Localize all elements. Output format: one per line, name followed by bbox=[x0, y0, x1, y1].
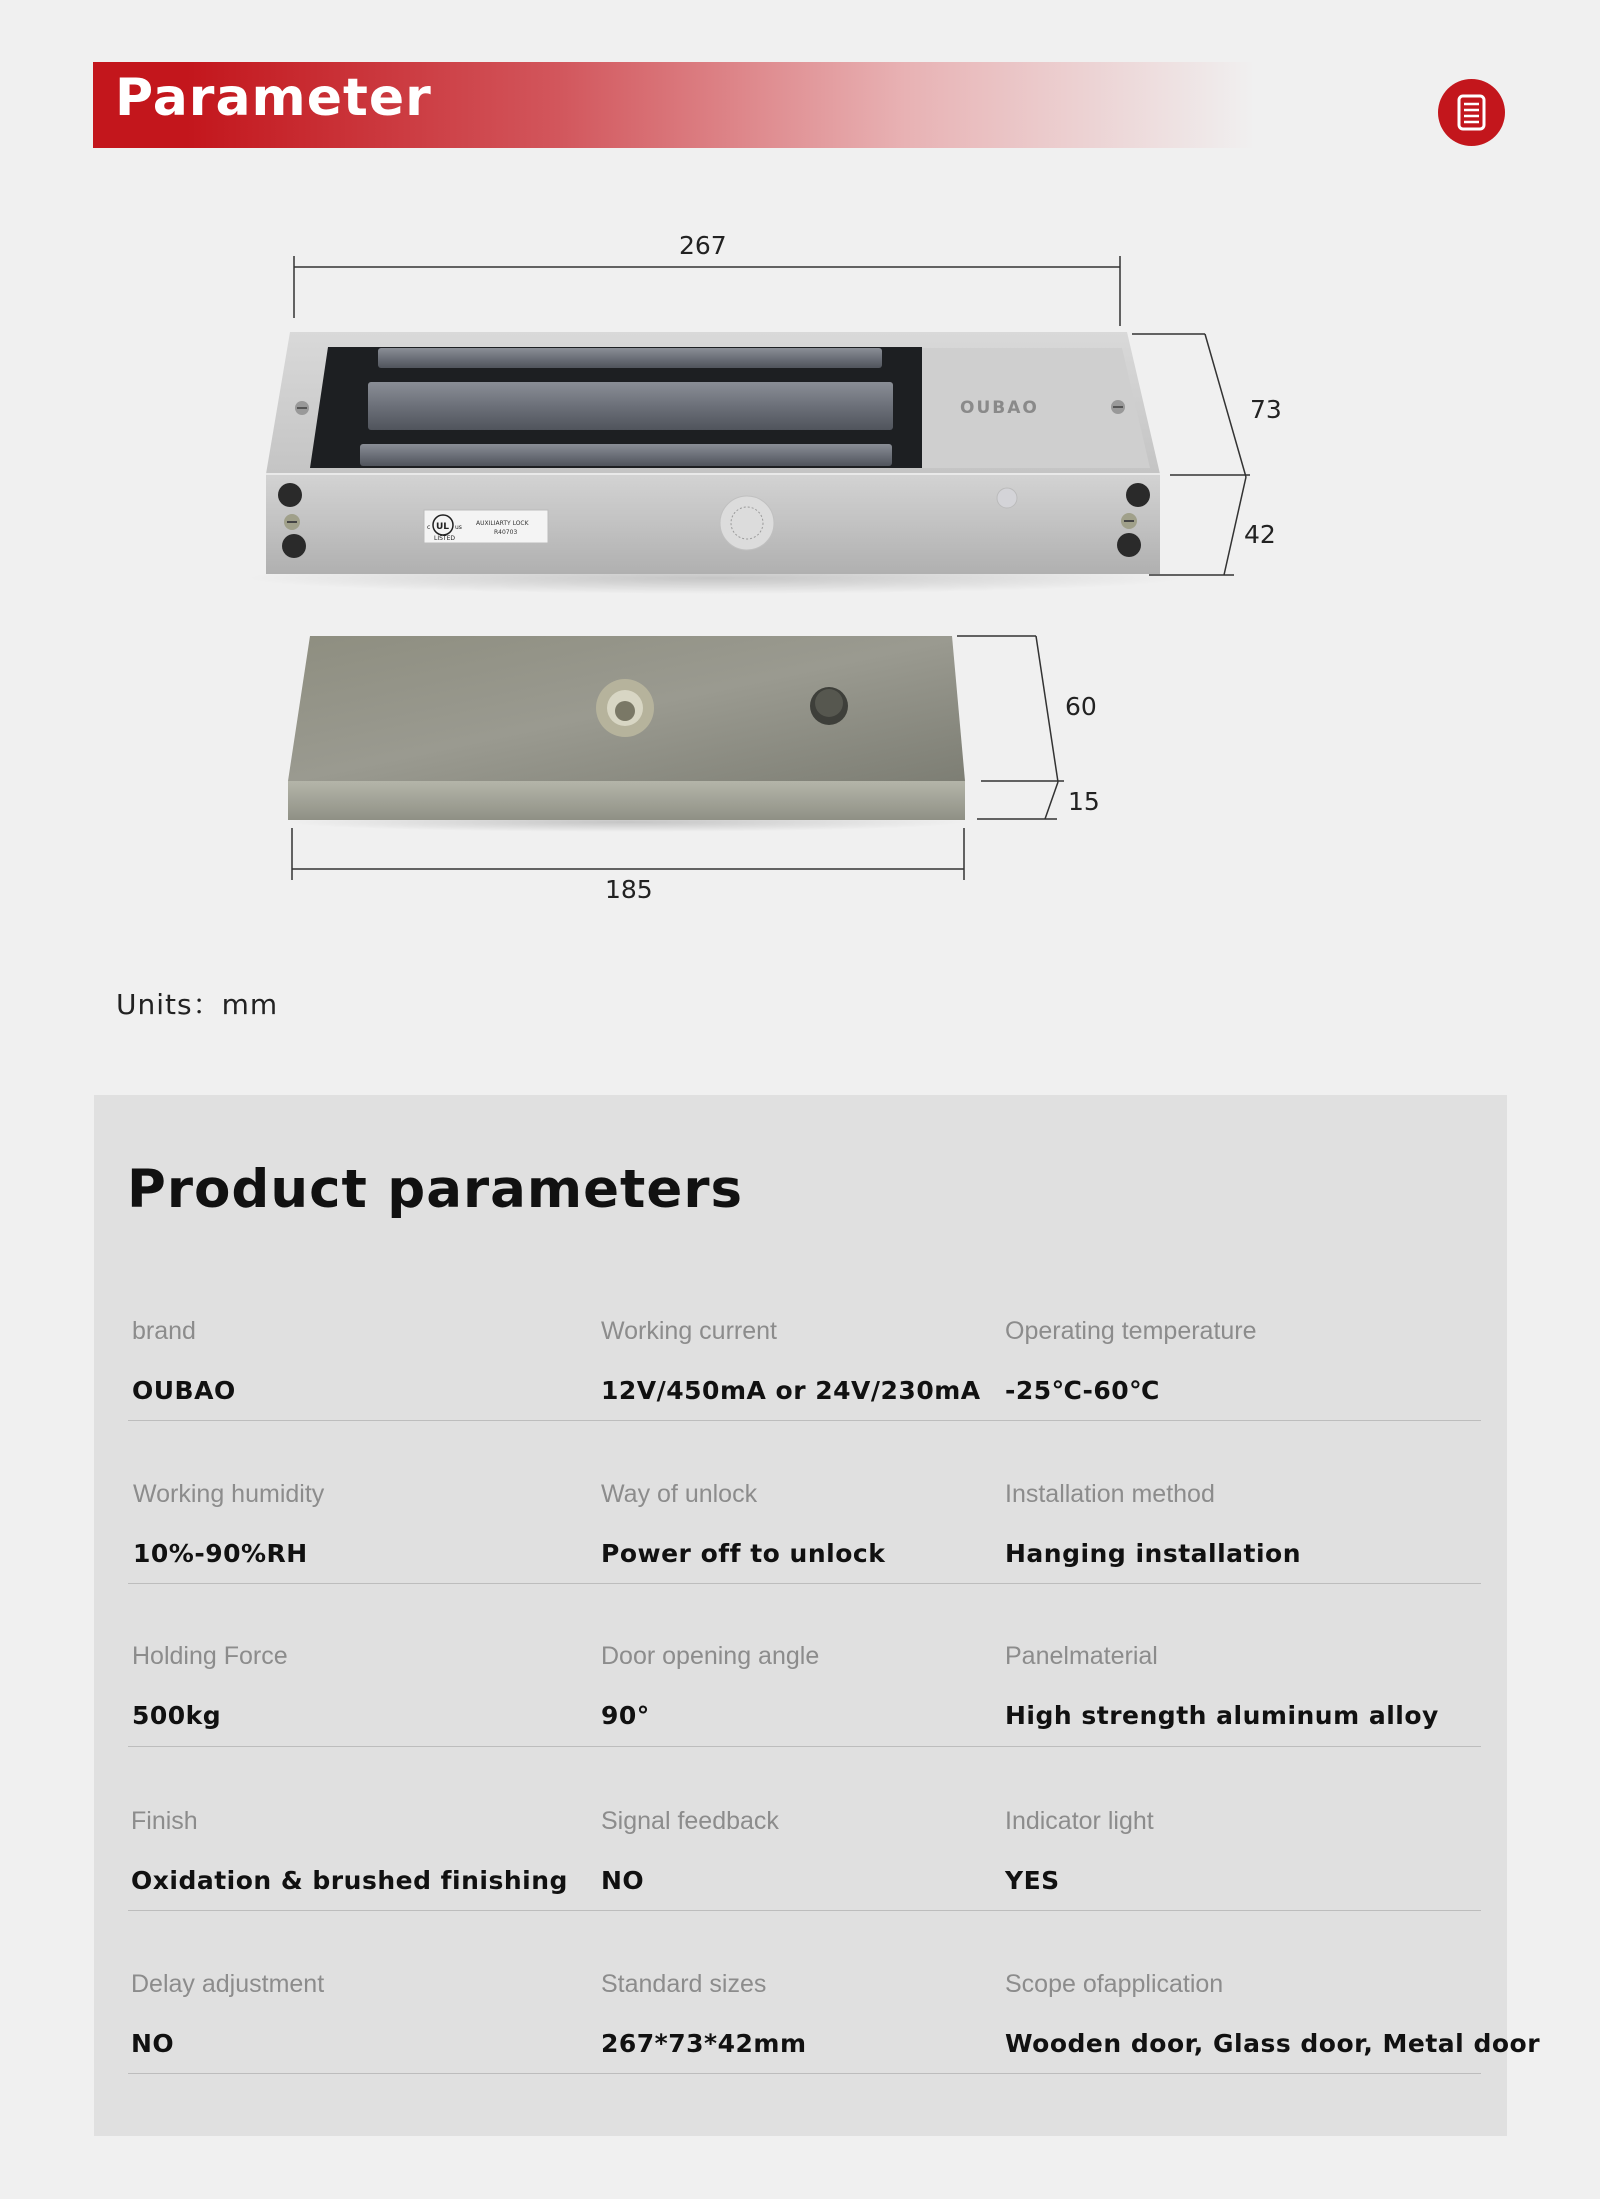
param-label: Working humidity bbox=[133, 1480, 325, 1508]
section-title: Parameter bbox=[115, 68, 432, 128]
param-label: Panelmaterial bbox=[1005, 1642, 1158, 1670]
param-label: Door opening angle bbox=[601, 1642, 820, 1670]
dimension-lock-height: 73 bbox=[1250, 395, 1282, 424]
param-label: Indicator light bbox=[1005, 1807, 1154, 1835]
param-label: Working current bbox=[601, 1317, 777, 1345]
row-divider bbox=[128, 1420, 1481, 1421]
row-divider bbox=[128, 1746, 1481, 1747]
param-way-of-unlock bbox=[601, 1480, 885, 1568]
product-parameters-panel bbox=[94, 1095, 1541, 2136]
param-label: Installation method bbox=[1005, 1480, 1215, 1508]
param-label: Holding Force bbox=[132, 1642, 288, 1670]
param-panel-material bbox=[1005, 1642, 1439, 1730]
param-standard-sizes bbox=[601, 1970, 807, 2058]
param-installation-method bbox=[1005, 1480, 1301, 1568]
param-label: Standard sizes bbox=[601, 1970, 767, 1998]
param-label: Operating temperature bbox=[1005, 1317, 1257, 1345]
param-label: Way of unlock bbox=[601, 1480, 758, 1508]
ul-c: c bbox=[427, 524, 431, 531]
param-indicator-light bbox=[1005, 1807, 1154, 1895]
dimension-plate-thickness: 15 bbox=[1068, 787, 1100, 816]
dimension-lock-depth: 42 bbox=[1244, 520, 1276, 549]
param-label: brand bbox=[132, 1317, 196, 1345]
param-operating-temperature bbox=[1005, 1317, 1257, 1405]
lock-brand-mark: OUBAO bbox=[960, 398, 1039, 418]
ul-us: us bbox=[455, 524, 462, 531]
param-value: 90° bbox=[601, 1701, 650, 1730]
param-brand bbox=[132, 1317, 236, 1405]
param-value: 267*73*42mm bbox=[601, 2029, 807, 2058]
param-delay-adjustment bbox=[131, 1970, 324, 2058]
param-value: NO bbox=[601, 1866, 645, 1895]
param-value: Oxidation & brushed finishing bbox=[131, 1866, 568, 1895]
param-label: Scope ofapplication bbox=[1005, 1970, 1224, 1998]
param-value: 10%-90%RH bbox=[133, 1539, 308, 1568]
dimension-lock-length: 267 bbox=[679, 231, 727, 260]
param-finish bbox=[131, 1807, 568, 1895]
param-scope-of-application bbox=[1005, 1970, 1540, 2058]
dimension-plate-length: 185 bbox=[605, 875, 653, 904]
row-divider bbox=[128, 1583, 1481, 1584]
param-value: Wooden door, Glass door, Metal door bbox=[1005, 2029, 1541, 2058]
param-value: 12V/450mA or 24V/230mA bbox=[601, 1376, 981, 1405]
ul-listed: LISTED bbox=[434, 535, 455, 542]
param-label: Finish bbox=[131, 1807, 198, 1835]
param-label: Delay adjustment bbox=[131, 1970, 325, 1998]
param-value: Hanging installation bbox=[1005, 1539, 1302, 1568]
lock-label-line2: R40703 bbox=[494, 529, 518, 536]
param-label: Signal feedback bbox=[601, 1807, 779, 1835]
dimension-plate-width: 60 bbox=[1065, 692, 1097, 721]
param-signal-feedback bbox=[601, 1807, 779, 1895]
panel-title: Product parameters bbox=[127, 1159, 744, 1220]
row-divider bbox=[128, 2073, 1481, 2074]
param-value: 500kg bbox=[132, 1701, 222, 1730]
param-value: -25℃-60℃ bbox=[1005, 1376, 1160, 1405]
param-value: High strength aluminum alloy bbox=[1005, 1701, 1439, 1730]
product-dimension-diagram bbox=[0, 0, 1600, 960]
lock-label-line1: AUXILIARTY LOCK bbox=[476, 520, 529, 527]
param-holding-force bbox=[132, 1642, 288, 1730]
param-working-humidity bbox=[133, 1480, 324, 1568]
param-value: NO bbox=[131, 2029, 175, 2058]
row-divider bbox=[128, 1910, 1481, 1911]
param-value: OUBAO bbox=[132, 1376, 236, 1405]
param-value: YES bbox=[1005, 1866, 1060, 1895]
param-working-current bbox=[601, 1317, 981, 1405]
ul-mark: UL bbox=[436, 522, 450, 532]
param-value: Power off to unlock bbox=[601, 1539, 886, 1568]
units-note: Units：mm bbox=[116, 988, 279, 1021]
param-door-opening-angle bbox=[601, 1642, 819, 1730]
